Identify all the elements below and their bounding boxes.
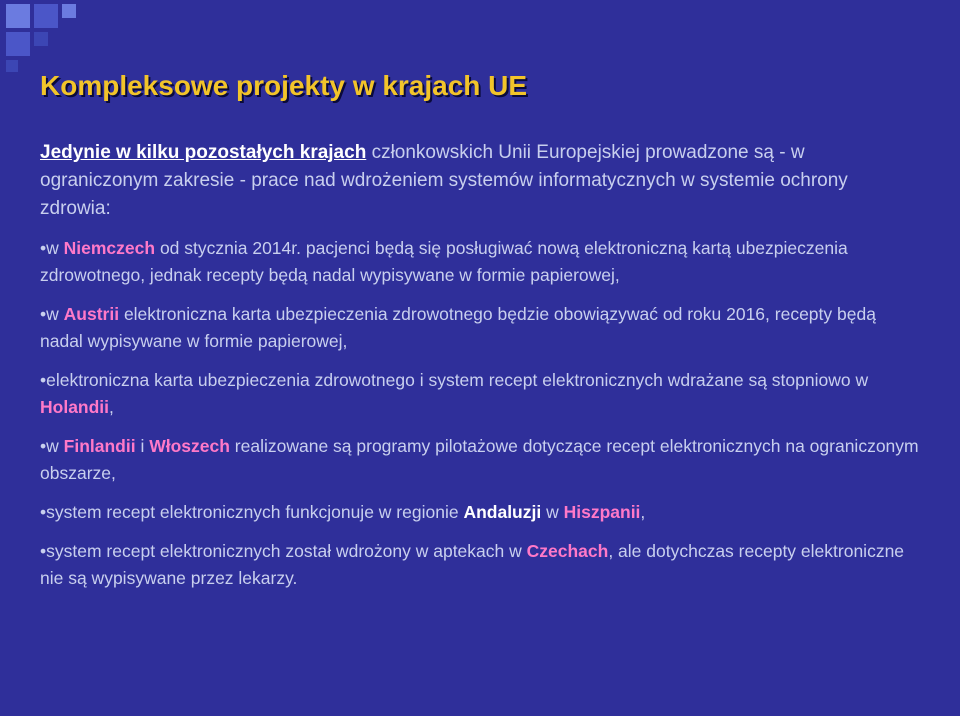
slide-body <box>40 139 920 604</box>
bullet-icon: • <box>40 541 47 561</box>
slide-title: Kompleksowe projekty w krajach UE <box>40 70 528 101</box>
decor-square <box>6 60 18 72</box>
country-name: Czechach <box>526 541 609 561</box>
country-name: Hiszpanii <box>563 502 641 522</box>
bullet-icon: • <box>40 370 47 390</box>
bullet-icon: • <box>40 436 47 456</box>
country-name: Włoszech <box>149 436 230 456</box>
list-item-czechy: •system recept elektronicznych został wdrożony w aptekach w Czechach, ale dotychczas recepty elektroniczne nie są wypisywane przez lekarzy. <box>40 541 905 588</box>
intro-lead: Jedynie w kilku pozostałych krajach <box>40 142 367 163</box>
country-name: Finlandii <box>63 436 136 456</box>
bullet-icon: • <box>40 502 47 522</box>
country-name: Niemczech <box>63 238 156 258</box>
intro-paragraph <box>40 139 920 223</box>
decor-square <box>62 4 76 18</box>
list-item-hiszpania: •system recept elektronicznych funkcjonuje w regionie Andaluzji w Hiszpanii, <box>40 502 646 522</box>
country-name: Holandii <box>40 397 110 417</box>
region-name: Andaluzji <box>463 502 542 522</box>
list-item-austria: •w Austrii elektroniczna karta ubezpieczenia zdrowotnego będzie obowiązywać od roku 2016, recepty będą nadal wypisywane w formie papierowej, <box>40 304 876 351</box>
list-item-finlandia-wlochy: •w Finlandii i Włoszech realizowane są programy pilotażowe dotyczące recept elektronicznych na ograniczonym obszarze, <box>40 436 919 483</box>
list-item-holandia: •elektroniczna karta ubezpieczenia zdrowotnego i system recept elektronicznych wdrażane są stopniowo w Holandii, <box>40 370 869 417</box>
decor-square <box>34 4 58 28</box>
country-name: Austrii <box>63 304 120 324</box>
intro-text: członkowskich Unii Europejskiej prowadzone są - w ograniczonym zakresie - prace nad wdrożeniem systemów informatycznych w systemie ochrony zdrowia: <box>40 142 848 219</box>
list-item-niemcy: •w Niemczech od stycznia 2014r. pacjenci będą się posługiwać nową elektroniczną kartą ubezpieczenia zdrowotnego, jednak recepty będą nadal wypisywane w formie papierowej, <box>40 238 848 285</box>
bullet-icon: • <box>40 238 47 258</box>
decor-square <box>6 32 30 56</box>
bullet-icon: • <box>40 304 47 324</box>
decor-square <box>34 32 48 46</box>
decor-square <box>6 4 30 28</box>
